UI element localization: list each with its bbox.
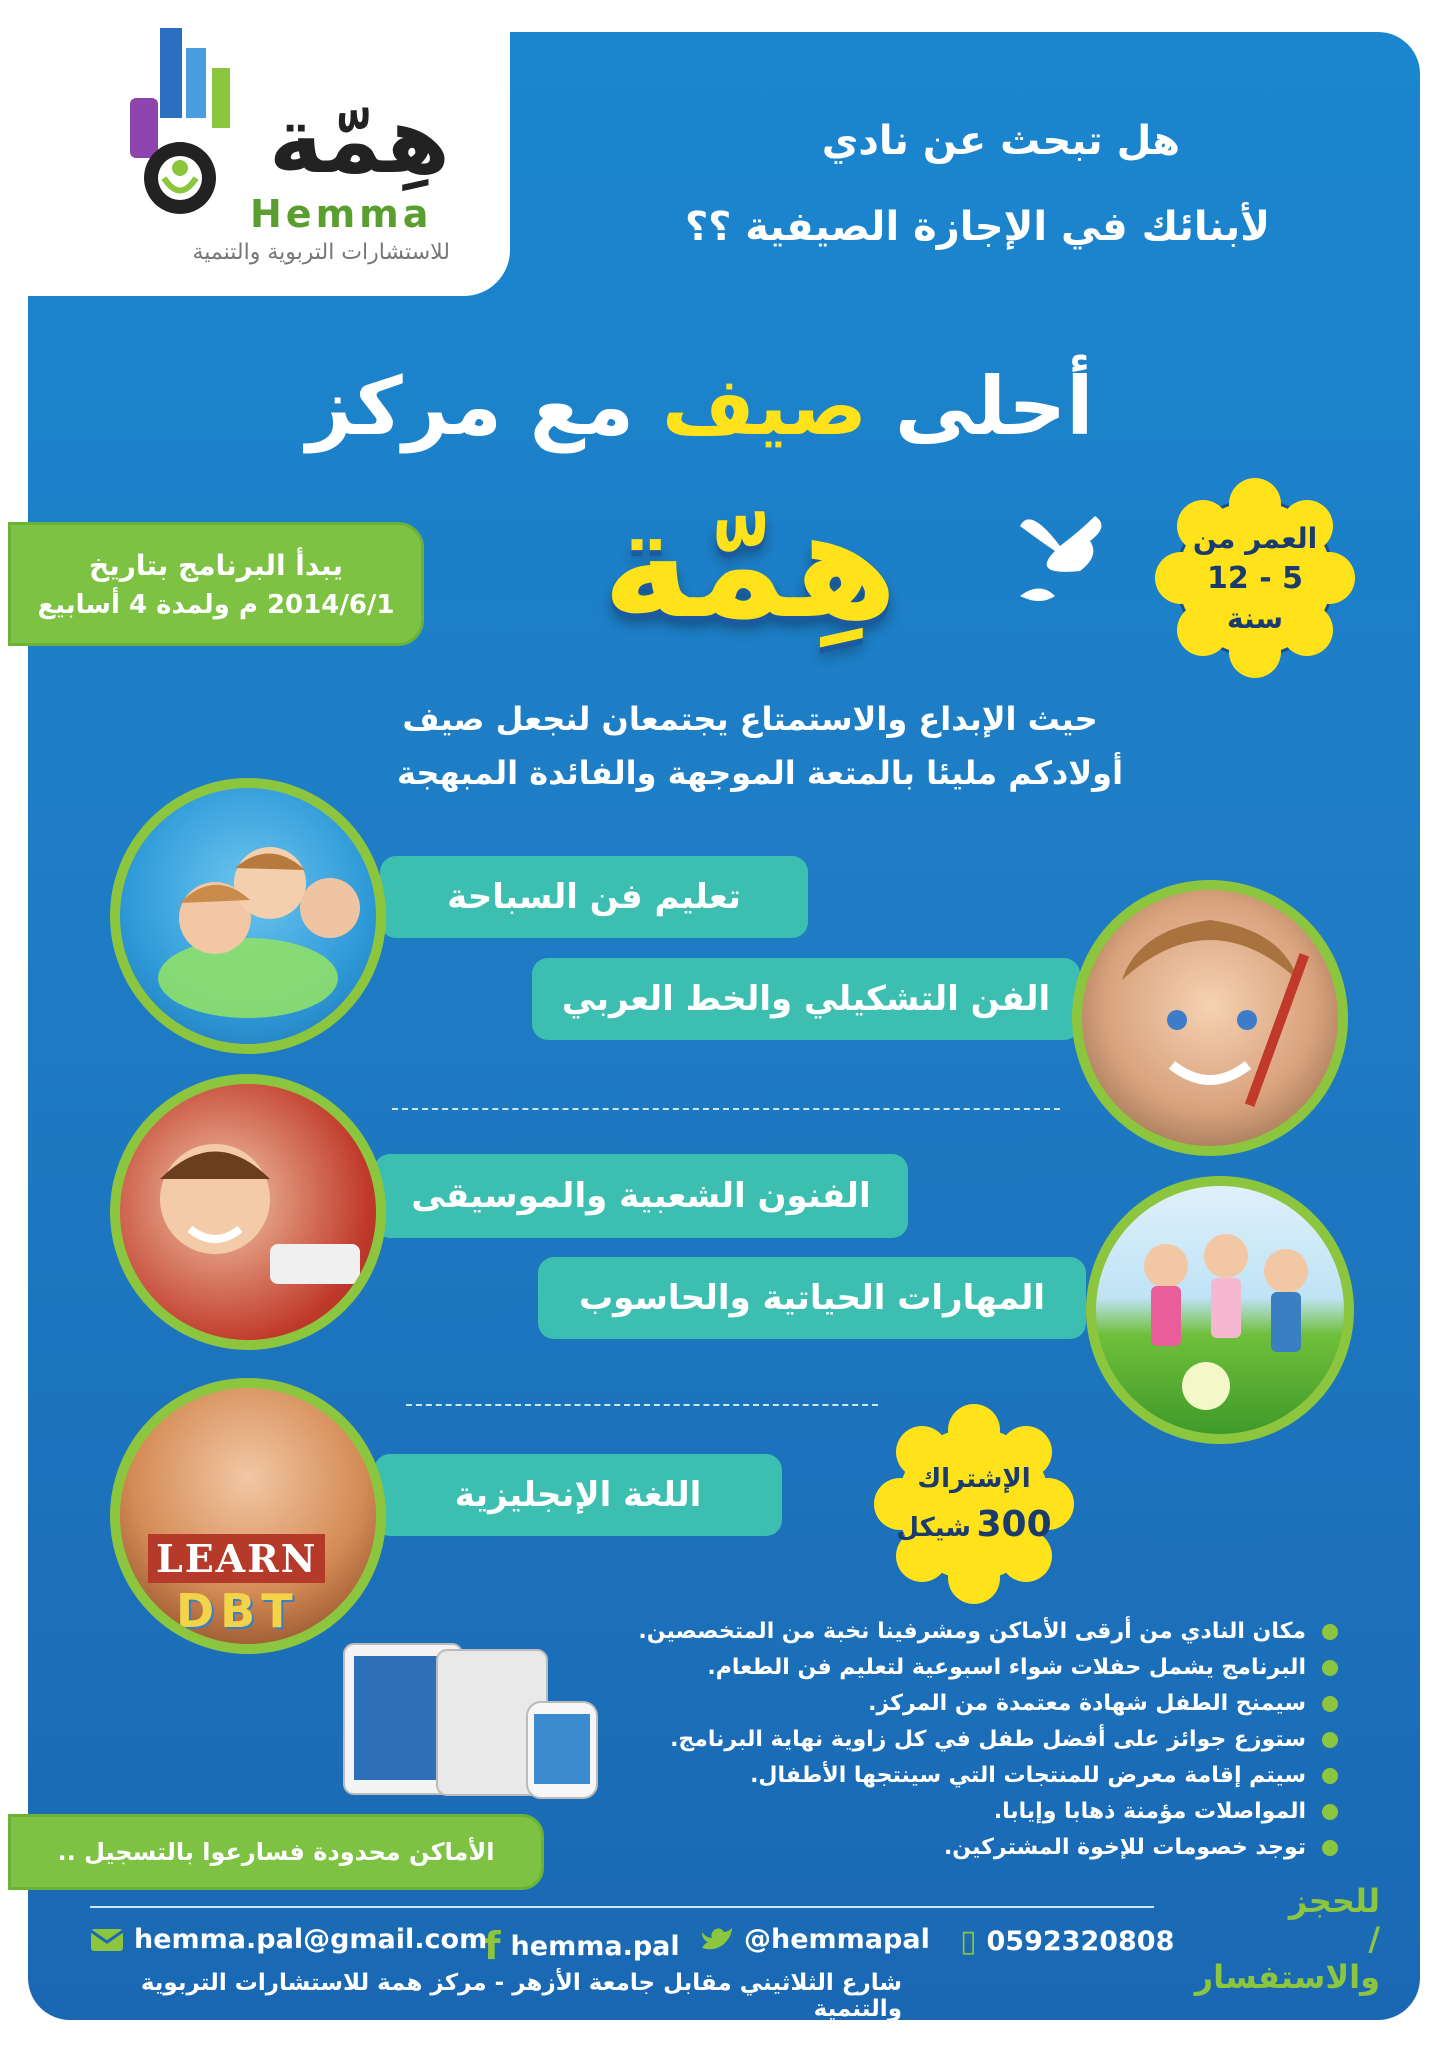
activity-swimming: تعليم فن السباحة [380,856,808,938]
features-list [620,1614,1340,1866]
mobile-phone-icon: ▯ [960,1924,977,1959]
tablet-phone-icon [342,1640,642,1800]
logo-brand-en: Hemma [250,192,433,236]
photo-swimming [110,778,386,1054]
booking-label [1180,1882,1380,1996]
header-question-line1: هل تبحث عن نادي [821,118,1180,164]
fee-badge [874,1404,1074,1604]
logo-brand-ar: هِمّة [268,87,450,194]
email-icon [90,1928,124,1952]
start-date-badge [8,522,424,646]
contact-twitter[interactable] [700,1924,930,1955]
dbt-block-text: DBT [176,1584,299,1638]
age-line1: العمر من [1192,521,1318,555]
age-badge [1155,478,1355,678]
photo-playing [1086,1176,1354,1444]
feature-item: المواصلات مؤمنة ذهابا وإيابا. [620,1794,1340,1830]
activity-art: الفن التشكيلي والخط العربي [532,958,1080,1040]
phone-number: 0592320808 [986,1926,1175,1957]
activity-music: الفنون الشعبية والموسيقى [374,1154,908,1238]
twitter-handle: @hemmapal [744,1924,930,1955]
music-kid-illustration [120,1084,376,1340]
logo-emblem [120,28,250,218]
contact-facebook[interactable] [484,1924,680,1968]
activity-english: اللغة الإنجليزية [374,1454,782,1536]
age-line2: 5 - 12 [1207,560,1303,596]
address: شارع الثلاثيني مقابل جامعة الأزهر - مركز همة للاستشارات التربوية والتنمية [140,1970,902,2022]
logo-area [0,0,510,296]
feature-item: توجد خصومات للإخوة المشتركين. [620,1830,1340,1866]
headline-part2: مع مركز [306,360,662,453]
headline-highlight: صيف [661,360,868,453]
headline [300,360,1100,453]
photo-english [110,1378,386,1654]
intro-line2: أولادكم مليئا بالمتعة الموجهة والفائدة المبهجة [396,754,1124,792]
facebook-handle: hemma.pal [510,1930,680,1962]
feature-item: سيمنح الطفل شهادة معتمدة من المركز. [620,1686,1340,1722]
divider [392,1108,1060,1110]
learn-block-text: LEARN [148,1534,325,1583]
feature-item: مكان النادي من أرقى الأماكن ومشرفينا نخبة من المتخصصين. [620,1614,1340,1650]
footer-divider [90,1906,1154,1908]
headline-part1: أحلى [867,360,1094,453]
contact-email[interactable] [90,1924,487,1955]
email-address: hemma.pal@gmail.com [134,1924,488,1955]
fee-currency: شيكل [896,1512,971,1543]
fee-amount: 300 [976,1503,1052,1545]
feature-item: ستوزع جوائز على أفضل طفل في كل زاوية نهاية البرنامج. [620,1722,1340,1758]
intro-line1: حيث الإبداع والاستمتاع يجتمعان لنجعل صيف [402,700,1098,738]
feature-item: سيتم إقامة معرض للمنتجات التي سينتجها الأطفال. [620,1758,1340,1794]
playing-kids-illustration [1096,1186,1344,1434]
contact-phone[interactable] [960,1924,1174,1959]
logo-tagline: للاستشارات التربوية والتنمية [192,240,450,265]
limited-places-notice: الأماكن محدودة فسارعوا بالتسجيل .. [8,1814,544,1890]
divider [406,1404,878,1406]
dove-icon [1000,486,1120,616]
booking-label-line1: للحجز [1288,1882,1380,1920]
start-date-line2: 2014/6/1 م ولمدة 4 أسابيع [37,589,395,620]
activity-skills: المهارات الحياتية والحاسوب [538,1257,1086,1339]
header-question-line2: لأبنائك في الإجازة الصيفية ؟؟ [684,204,1270,250]
fee-label: الإشتراك [917,1463,1031,1494]
feature-item: البرنامج يشمل حفلات شواء اسبوعية لتعليم فن الطعام. [620,1650,1340,1686]
photo-music [110,1074,386,1350]
photo-art [1072,880,1348,1156]
age-line3: سنة [1227,601,1283,635]
twitter-icon [700,1926,734,1954]
brand-big: هِمّة [602,478,898,652]
facebook-icon: f [484,1924,501,1968]
painting-kid-illustration [1082,890,1338,1146]
swimming-kids-illustration [120,788,376,1044]
booking-label-line2: / والاستفسار [1194,1920,1380,1996]
start-date-line1: يبدأ البرنامج بتاريخ [89,548,343,582]
